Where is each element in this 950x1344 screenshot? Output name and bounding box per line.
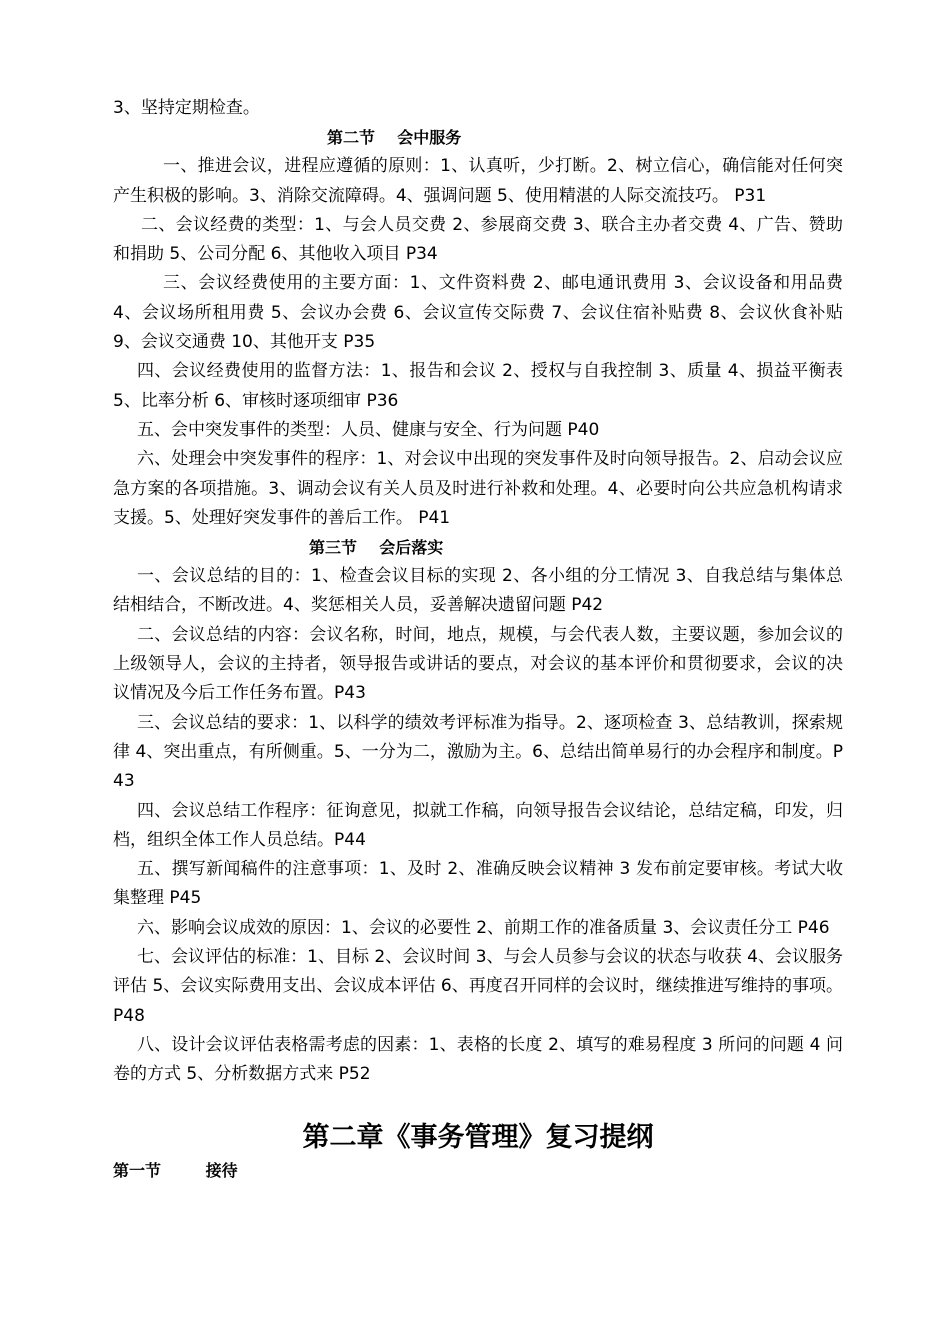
- paragraph-s2-2: 二、会议经费的类型：1、与会人员交费 2、参展商交费 3、联合主办者交费 4、广告、赞助和捐助 5、公司分配 6、其他收入项目 P34: [113, 214, 843, 265]
- paragraph-s2-1: 一、推进会议，进程应遵循的原则：1、认真听，少打断。2、树立信心，确信能对任何突产生积极的影响。3、消除交流障碍。4、强调问题 5、使用精湛的人际交流技巧。 P31: [113, 156, 843, 206]
- section-2-heading: 第二节 会中服务: [327, 128, 462, 148]
- intro-line: 3、坚持定期检查。: [113, 98, 260, 118]
- paragraph-s3-7: 七、会议评估的标准：1、目标 2、会议时间 3、与会人员参与会议的状态与收获 4、会议服务评估 5、会议实际费用支出、会议成本评估 6、再度召开同样的会议时，继续推进写维持的事项。P48: [113, 947, 843, 1026]
- paragraph-s2-3: 三、会议经费使用的主要方面：1、文件资料费 2、邮电通讯费用 3、会议设备和用品费 4、会议场所租用费 5、会议办会费 6、会议宣传交际费 7、会议住宿补贴费 8、会议伙食补贴 9、会议交通费 10、其他开支 P35: [113, 273, 843, 353]
- paragraph-s2-5: 五、会中突发事件的类型：人员、健康与安全、行为问题 P40: [137, 419, 600, 440]
- paragraph-s2-4: 四、会议经费使用的监督方法：1、报告和会议 2、授权与自我控制 3、质量 4、损益平衡表 5、比率分析 6、审核时逐项细审 P36: [113, 361, 843, 411]
- paragraph-s3-1: 一、会议总结的目的：1、检查会议目标的实现 2、各小组的分工情况 3、自我总结与集体总结相结合，不断改进。4、奖惩相关人员，妥善解决遗留问题 P42: [113, 566, 843, 616]
- paragraph-s3-8: 八、设计会议评估表格需考虑的因素：1、表格的长度 2、填写的难易程度 3 所问的问题 4 问卷的方式 5、分析数据方式来 P52: [113, 1034, 843, 1085]
- chapter-first-section-heading: 第一节 接待: [113, 1160, 238, 1180]
- paragraph-s3-4: 四、会议总结工作程序：征询意见，拟就工作稿，向领导报告会议结论，总结定稿，印发，归档，组织全体工作人员总结。P44: [113, 800, 843, 850]
- document-page: [113, 94, 843, 1184]
- paragraph-s3-6: 六、影响会议成效的原因：1、会议的必要性 2、前期工作的准备质量 3、会议责任分工 P46: [137, 917, 830, 938]
- paragraph-s3-2: 二、会议总结的内容：会议名称，时间，地点，规模，与会代表人数，主要议题，参加会议的上级领导人，会议的主持者，领导报告或讲话的要点，对会议的基本评价和贯彻要求，会议的决议情况及今后工作任务布置。P43: [113, 624, 843, 704]
- paragraph-s2-6: 六、处理会中突发事件的程序：1、对会议中出现的突发事件及时向领导报告。2、启动会议应急方案的各项措施。3、调动会议有关人员及时进行补救和处理。4、必要时向公共应急机构请求支援。5、处理好突发事件的善后工作。 P41: [113, 449, 843, 528]
- paragraph-s3-3: 三、会议总结的要求：1、以科学的绩效考评标准为指导。2、逐项检查 3、总结教训，探索规律 4、突出重点，有所侧重。5、一分为二，激励为主。6、总结出简单易行的办会程序和制度。P43: [113, 712, 843, 792]
- paragraph-s3-5: 五、撰写新闻稿件的注意事项：1、及时 2、准确反映会议精神 3 发布前定要审核。考试大收集整理 P45: [113, 859, 843, 909]
- section-3-heading: 第三节 会后落实: [309, 538, 444, 558]
- chapter-title: 第二章《事务管理》复习提纲: [302, 1121, 654, 1153]
